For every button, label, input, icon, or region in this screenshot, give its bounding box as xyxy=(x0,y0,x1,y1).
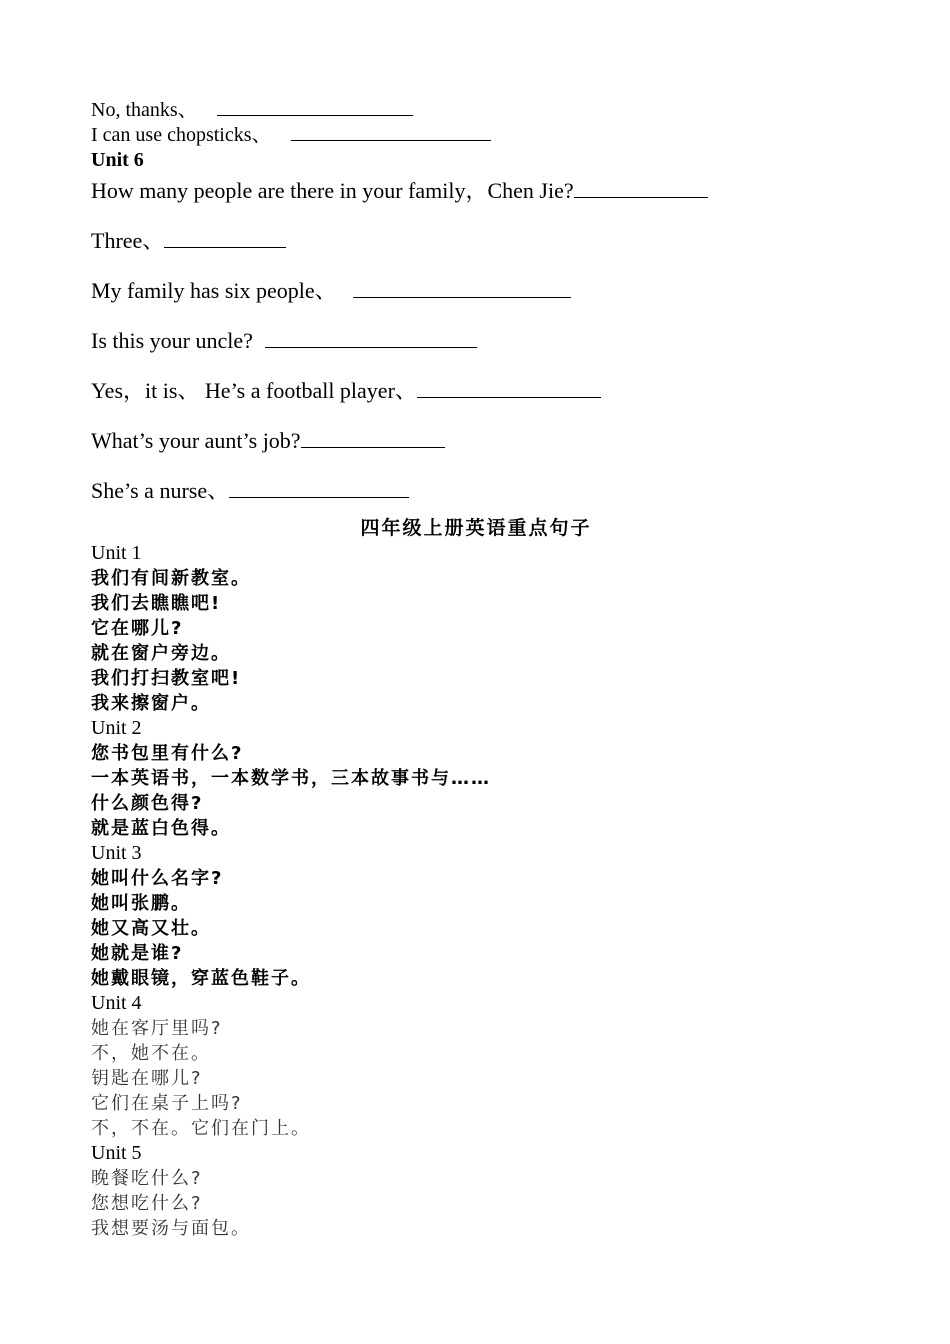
sentence-line xyxy=(91,98,881,123)
chinese-sentence: 她叫张鹏。 xyxy=(91,893,191,914)
unit-heading: Unit 2 xyxy=(91,717,142,739)
chinese-sentence: 您书包里有什么? xyxy=(91,743,244,764)
chinese-sentence: 钥匙在哪儿? xyxy=(91,1068,203,1089)
sentence-text: She’s a nurse、 xyxy=(91,478,230,503)
answer-blank[interactable] xyxy=(301,430,445,448)
answer-blank[interactable] xyxy=(229,480,409,498)
sentence-line xyxy=(91,416,881,466)
sentence-text: My family has six people、 xyxy=(91,278,337,303)
sentence-line xyxy=(91,316,881,366)
document-page xyxy=(91,98,881,1241)
sentence-line xyxy=(91,266,881,316)
sentence-text: I can use chopsticks、 xyxy=(91,124,272,146)
sentence-line xyxy=(91,366,881,416)
unit-list xyxy=(91,541,881,1241)
chinese-sentence: 就是蓝白色得。 xyxy=(91,818,231,839)
chinese-sentence: 她在客厅里吗? xyxy=(91,1018,223,1039)
answer-blank[interactable] xyxy=(417,380,601,398)
chinese-sentence: 她戴眼镜，穿蓝色鞋子。 xyxy=(91,968,311,989)
sentence-text: What’s your aunt’s job? xyxy=(91,428,301,453)
chinese-sentence: 不，她不在。 xyxy=(91,1043,211,1064)
chinese-sentence: 什么颜色得? xyxy=(91,793,204,814)
answer-blank[interactable] xyxy=(291,123,491,141)
unit-heading: Unit 3 xyxy=(91,842,142,864)
chinese-sentence: 不，不在。它们在门上。 xyxy=(91,1118,311,1139)
sentence-text: Is this your uncle? xyxy=(91,328,253,353)
answer-blank[interactable] xyxy=(217,98,413,116)
chinese-sentence: 她就是谁? xyxy=(91,943,184,964)
sentence-text: Yes，it is、 He’s a football player、 xyxy=(91,378,417,403)
chinese-sentence: 就在窗户旁边。 xyxy=(91,643,231,664)
unit-heading: Unit 6 xyxy=(91,149,144,171)
sentence-line xyxy=(91,166,881,216)
chinese-sentence: 一本英语书，一本数学书，三本故事书与…… xyxy=(91,768,491,789)
answer-blank[interactable] xyxy=(574,180,708,198)
chinese-sentence: 晚餐吃什么? xyxy=(91,1168,203,1189)
unit-heading: Unit 5 xyxy=(91,1142,142,1164)
chinese-sentence: 我们有间新教室。 xyxy=(91,568,251,589)
chinese-sentence: 我想要汤与面包。 xyxy=(91,1218,251,1239)
sentence-line xyxy=(91,216,881,266)
chinese-sentence: 它在哪儿? xyxy=(91,618,184,639)
chinese-sentence: 我们打扫教室吧! xyxy=(91,668,242,689)
sentence-line xyxy=(91,466,881,516)
chinese-sentence: 它们在桌子上吗? xyxy=(91,1093,243,1114)
chinese-sentence: 我们去瞧瞧吧! xyxy=(91,593,222,614)
answer-blank[interactable] xyxy=(353,280,571,298)
answer-blank[interactable] xyxy=(265,330,477,348)
chinese-sentence: 我来擦窗户。 xyxy=(91,693,211,714)
chinese-sentence: 她又高又壮。 xyxy=(91,918,211,939)
sentence-text: How many people are there in your family，Chen Jie? xyxy=(91,178,574,203)
chinese-sentence: 她叫什么名字? xyxy=(91,868,224,889)
answer-blank[interactable] xyxy=(164,230,286,248)
sentence-line xyxy=(91,123,881,148)
sentence-text: No, thanks、 xyxy=(91,99,198,121)
chinese-sentence: 您想吃什么? xyxy=(91,1193,203,1214)
unit-heading: Unit 4 xyxy=(91,992,142,1014)
unit-heading: Unit 1 xyxy=(91,542,142,564)
section-title: 四年级上册英语重点句子 xyxy=(360,517,592,539)
sentence-text: Three、 xyxy=(91,228,165,253)
